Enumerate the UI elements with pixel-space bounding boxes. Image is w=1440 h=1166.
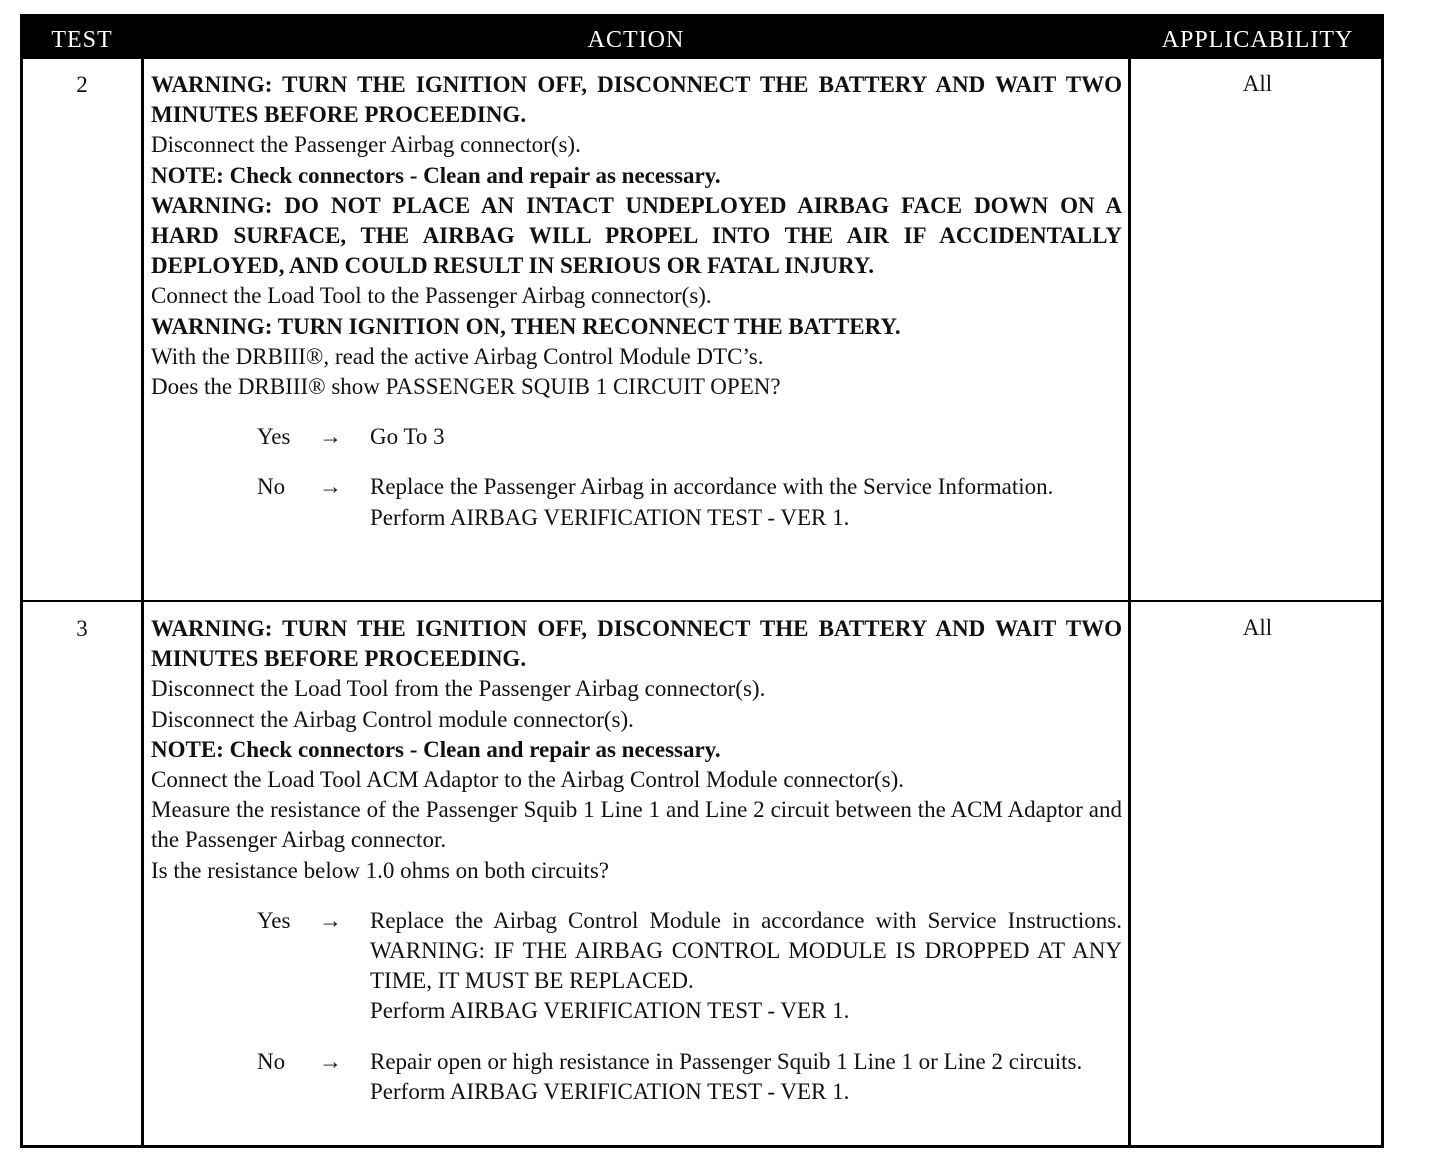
action-line: Is the resistance below 1.0 ohms on both circuits?	[151, 857, 609, 883]
applicability-value: All	[1242, 71, 1273, 96]
row-divider	[23, 600, 1381, 602]
test-number: 3	[76, 616, 88, 641]
header-test: TEST	[51, 27, 113, 53]
answer-yes	[151, 906, 1122, 1027]
answer-result: Perform AIRBAG VERIFICATION TEST - VER 1.	[370, 1078, 850, 1104]
answer-no	[151, 1047, 1122, 1107]
test-number: 2	[76, 72, 88, 97]
diagnostic-table	[20, 14, 1384, 1148]
answer-label: Yes	[257, 907, 291, 933]
action-line: Disconnect the Passenger Airbag connector(s).	[151, 132, 581, 158]
column-divider	[141, 17, 144, 1145]
arrow-icon: →	[319, 424, 342, 450]
action-cell	[151, 614, 1122, 1107]
column-divider	[1128, 17, 1131, 1145]
action-line: WARNING: TURN THE IGNITION OFF, DISCONNECT THE BATTERY AND WAIT TWO MINUTES BEFORE PROCEEDING.	[151, 72, 1122, 128]
answer-result: Perform AIRBAG VERIFICATION TEST - VER 1.	[370, 998, 850, 1024]
action-line: NOTE: Check connectors - Clean and repair as necessary.	[151, 736, 721, 762]
answer-result: Replace the Airbag Control Module in accordance with Service Instructions. WARNING: IF THE AIRBAG CONTROL MODULE IS DROPPED AT ANY TIME, IT MUST BE REPLACED.	[370, 907, 1122, 994]
action-line: Does the DRBIII® show PASSENGER SQUIB 1 CIRCUIT OPEN?	[151, 374, 781, 400]
answer-yes	[151, 422, 1122, 452]
action-line: NOTE: Check connectors - Clean and repair as necessary.	[151, 162, 721, 188]
arrow-icon: →	[319, 907, 342, 933]
action-line: WARNING: DO NOT PLACE AN INTACT UNDEPLOYED AIRBAG FACE DOWN ON A HARD SURFACE, THE AIRBAG WILL PROPEL INTO THE AIR IF ACCIDENTALLY DEPLOYED, AND COULD RESULT IN SERIOUS OR FATAL INJURY.	[151, 192, 1122, 279]
header-applicability: APPLICABILITY	[1161, 27, 1354, 53]
answer-label: No	[257, 1048, 286, 1074]
action-line: Disconnect the Load Tool from the Passenger Airbag connector(s).	[151, 676, 766, 702]
applicability-value: All	[1242, 615, 1273, 640]
answer-label: No	[257, 474, 286, 500]
action-line: With the DRBIII®, read the active Airbag Control Module DTC’s.	[151, 343, 764, 369]
answer-result: Replace the Passenger Airbag in accordance with the Service Information.	[370, 474, 1054, 500]
arrow-icon: →	[319, 1048, 342, 1074]
answer-result: Repair open or high resistance in Passenger Squib 1 Line 1 or Line 2 circuits.	[370, 1048, 1083, 1074]
action-line: WARNING: TURN THE IGNITION OFF, DISCONNECT THE BATTERY AND WAIT TWO MINUTES BEFORE PROCEEDING.	[151, 616, 1122, 672]
answer-result: Go To 3	[370, 424, 445, 450]
answer-result: Perform AIRBAG VERIFICATION TEST - VER 1.	[370, 504, 850, 530]
action-cell	[151, 70, 1122, 533]
table-header	[23, 17, 1381, 59]
action-line: WARNING: TURN IGNITION ON, THEN RECONNECT THE BATTERY.	[151, 313, 901, 339]
arrow-icon: →	[319, 474, 342, 500]
action-line: Connect the Load Tool to the Passenger Airbag connector(s).	[151, 283, 712, 309]
action-line: Measure the resistance of the Passenger Squib 1 Line 1 and Line 2 circuit between the ACM Adaptor and the Passenger Airbag connector.	[151, 797, 1122, 853]
action-line: Disconnect the Airbag Control module connector(s).	[151, 706, 634, 732]
answer-label: Yes	[257, 424, 291, 450]
answer-no	[151, 472, 1122, 532]
header-action: ACTION	[587, 27, 685, 53]
action-line: Connect the Load Tool ACM Adaptor to the Airbag Control Module connector(s).	[151, 767, 905, 793]
